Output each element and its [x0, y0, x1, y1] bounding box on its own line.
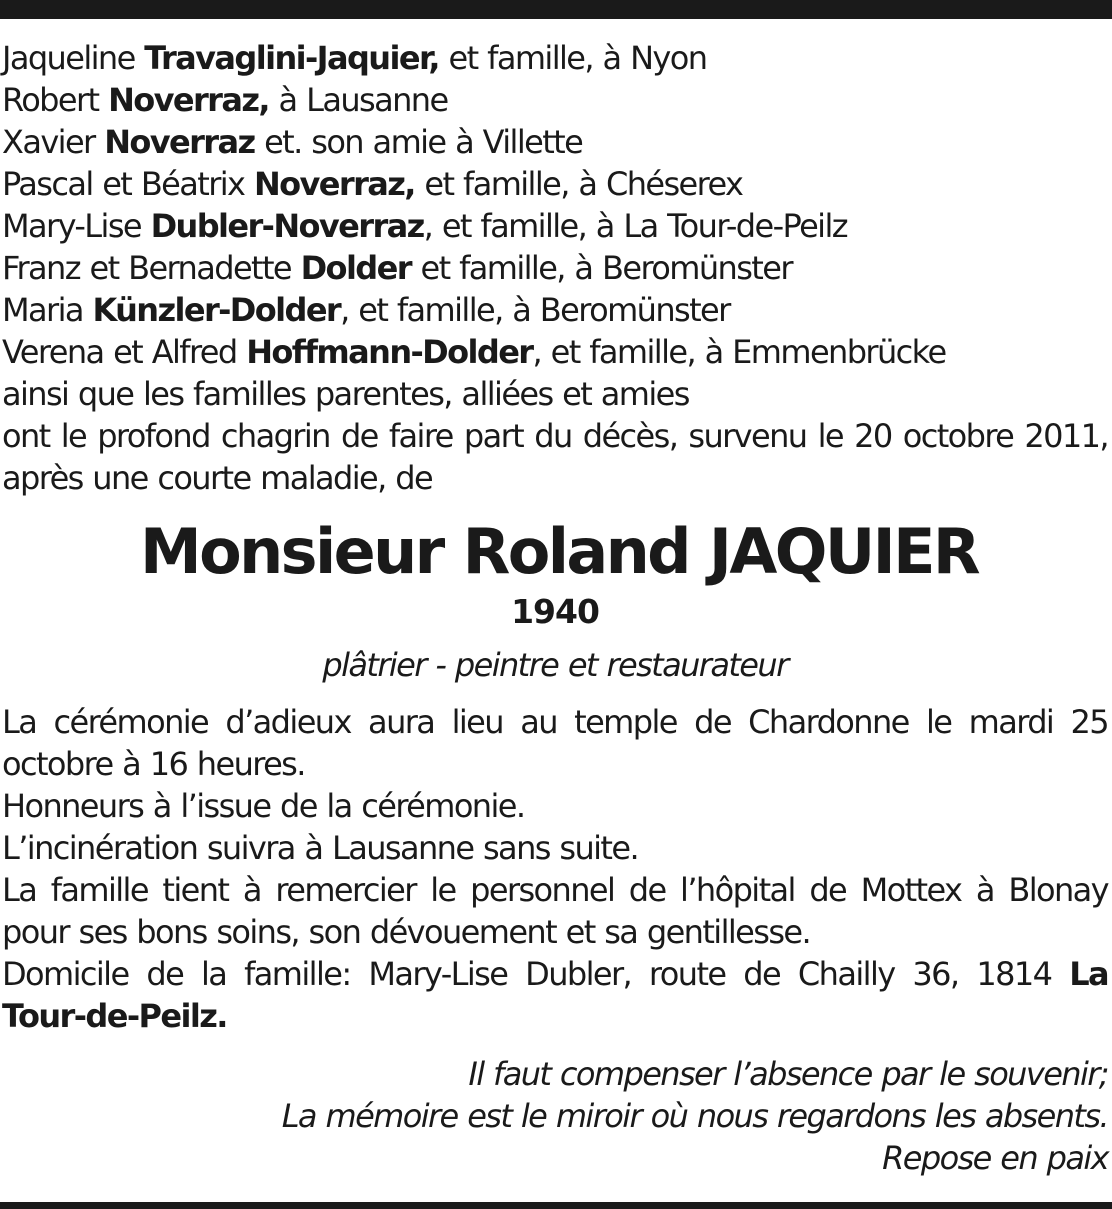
memorial-quote — [2, 1053, 1108, 1179]
residence: et famille, à Beromünster — [410, 249, 792, 287]
family-domicile — [2, 953, 1108, 1037]
residence: , et famille, à La Tour-de-Peilz — [423, 207, 847, 245]
given-names: Mary-Lise — [2, 207, 151, 245]
family-name: Künzler-Dolder — [92, 291, 341, 329]
incineration-info: L’incinération suivra à Lausanne sans suite. — [2, 829, 639, 867]
residence: , et famille, à Emmenbrücke — [532, 333, 946, 371]
family-line — [2, 163, 1108, 205]
obituary-notice — [2, 37, 1108, 1179]
death-announcement: ont le profond chagrin de faire part du décès, survenu le 20 octobre 2011, après une courte maladie, de — [2, 417, 1108, 497]
given-names: Pascal et Béatrix — [2, 165, 254, 203]
residence: et. son amie à Villette — [254, 123, 583, 161]
quote-line: Repose en paix — [882, 1139, 1108, 1177]
family-line — [2, 289, 1108, 331]
family-line — [2, 79, 1108, 121]
given-names: Xavier — [2, 123, 105, 161]
given-names: Jaqueline — [2, 39, 145, 77]
family-line — [2, 37, 1108, 79]
family-line — [2, 205, 1108, 247]
residence: à Lausanne — [268, 81, 448, 119]
family-name: Dolder — [300, 249, 411, 287]
residence: et famille, à Nyon — [438, 39, 707, 77]
quote-line: La mémoire est le miroir où nous regardons les absents. — [281, 1097, 1108, 1135]
family-name: Noverraz — [104, 123, 255, 161]
given-names: Verena et Alfred — [2, 333, 247, 371]
family-name: Noverraz, — [108, 81, 269, 119]
honours-info: Honneurs à l’issue de la cérémonie. — [2, 787, 525, 825]
quote-line: Il faut compenser l’absence par le souvenir; — [468, 1055, 1108, 1093]
ceremony-info: La cérémonie d’adieux aura lieu au temple de Chardonne le mardi 25 octobre à 16 heures. — [2, 703, 1108, 783]
residence: et famille, à Chéserex — [414, 165, 743, 203]
given-names: Robert — [2, 81, 109, 119]
family-name: Hoffmann-Dolder — [246, 333, 533, 371]
birth-year: 1940 — [511, 592, 599, 631]
bottom-rule — [0, 1202, 1112, 1209]
family-line — [2, 247, 1108, 289]
family-line — [2, 331, 1108, 373]
domicile-town: La Tour-de-Peilz. — [2, 955, 1108, 1035]
given-names: Maria — [2, 291, 93, 329]
thanks-message: La famille tient à remercier le personnel de l’hôpital de Mottex à Blonay pour ses bons soins, son dévouement et sa gentillesse. — [2, 871, 1108, 951]
family-name: Noverraz, — [253, 165, 415, 203]
family-list — [2, 37, 1108, 373]
family-line — [2, 121, 1108, 163]
domicile-address: Domicile de la famille: Mary-Lise Dubler, route de Chailly 36, 1814 — [2, 955, 1070, 993]
profession: plâtrier - peintre et restaurateur — [322, 646, 788, 684]
deceased-name: Monsieur Roland JAQUIER — [140, 515, 978, 588]
top-rule — [0, 0, 1112, 19]
allied-families: ainsi que les familles parentes, alliées et amies — [2, 375, 689, 413]
given-names: Franz et Bernadette — [2, 249, 301, 287]
residence: , et famille, à Beromünster — [340, 291, 730, 329]
family-name: Dubler-Noverraz — [150, 207, 424, 245]
family-name: Travaglini-Jaquier, — [144, 39, 439, 77]
